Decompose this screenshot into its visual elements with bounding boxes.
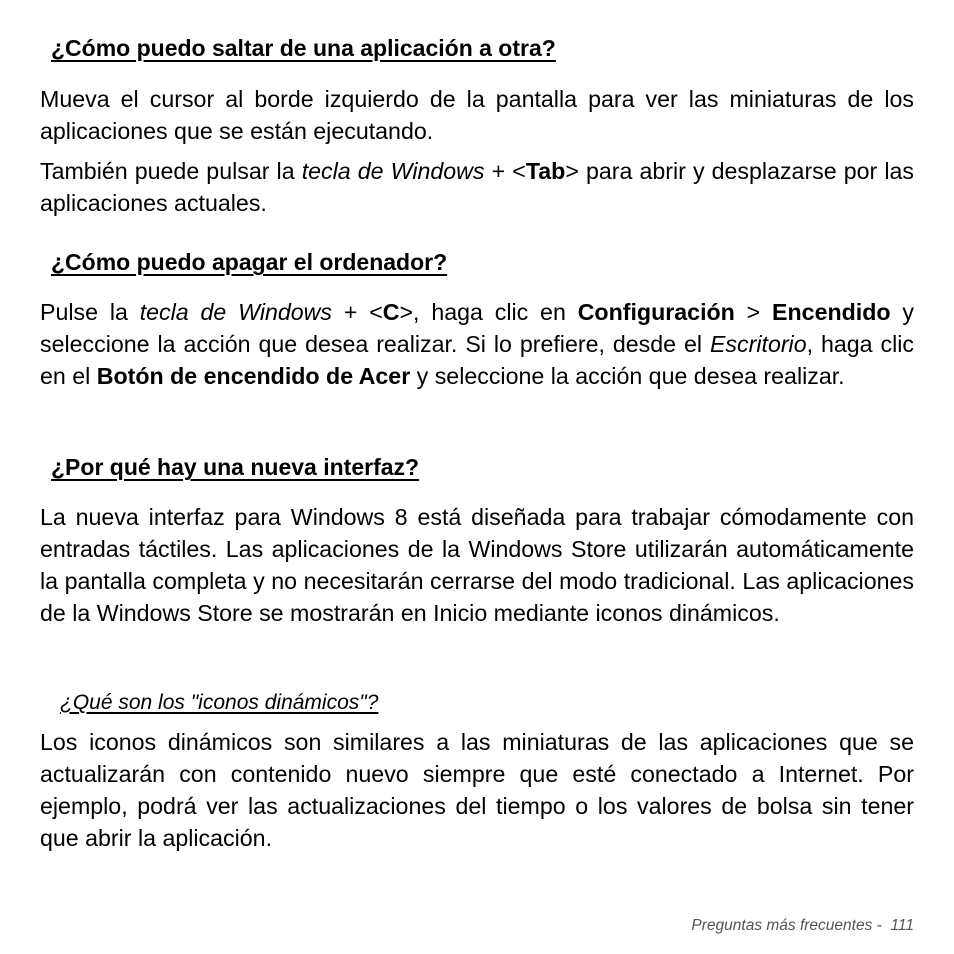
paragraph-switch-apps-1: Mueva el cursor al borde izquierdo de la pantalla para ver las miniaturas de los aplicaciones que se están ejecutando.	[40, 86, 914, 144]
page-footer	[691, 917, 914, 935]
heading-live-tiles: ¿Qué son los "iconos dinámicos"?	[60, 691, 379, 714]
paragraph-switch-apps-2: También puede pulsar la tecla de Windows + <Tab> para abrir y desplazarse por las aplicaciones actuales.	[40, 158, 915, 216]
acer-power-button-text: Botón de encendido de Acer	[96, 363, 411, 389]
heading-new-interface: ¿Por qué hay una nueva interfaz?	[51, 454, 420, 480]
paragraph-shutdown: Pulse la tecla de Windows + <C>, haga clic en Configuración > Encendido y seleccione la acción que desea realizar. Si lo prefiere, desde el Escritorio, haga clic en el Botón de encendido de Acer y seleccione la acción que desea realizar.	[40, 299, 915, 389]
c-key-text: C	[382, 299, 400, 325]
heading-shutdown: ¿Cómo puedo apagar el ordenador?	[51, 249, 448, 275]
paragraph-new-interface: La nueva interfaz para Windows 8 está diseñada para trabajar cómodamente con entradas táctiles. Las aplicaciones de la Windows Store utilizarán automáticamente la pantalla completa y no necesitarán cerrarse del modo tradicional. Las aplicaciones de la Windows Store se mostrarán en Inicio mediante iconos dinámicos.	[40, 504, 914, 626]
paragraph-live-tiles: Los iconos dinámicos son similares a las miniaturas de las aplicaciones que se actualizarán con contenido nuevo siempre que esté conectado a Internet. Por ejemplo, podrá ver las actualizaciones del tiempo o los valores de bolsa sin tener que abrir la aplicación.	[40, 729, 914, 851]
windows-key-text: tecla de Windows	[139, 299, 333, 325]
heading-switch-apps: ¿Cómo puedo saltar de una aplicación a otra?	[51, 35, 556, 61]
page-number: 111	[890, 917, 914, 934]
footer-section-label: Preguntas más frecuentes -	[691, 917, 882, 934]
desktop-text: Escritorio	[709, 331, 807, 357]
power-text: Encendido	[772, 299, 891, 325]
settings-text: Configuración	[577, 299, 735, 325]
windows-key-text: tecla de Windows	[301, 158, 485, 184]
tab-key-text: Tab	[525, 158, 566, 184]
